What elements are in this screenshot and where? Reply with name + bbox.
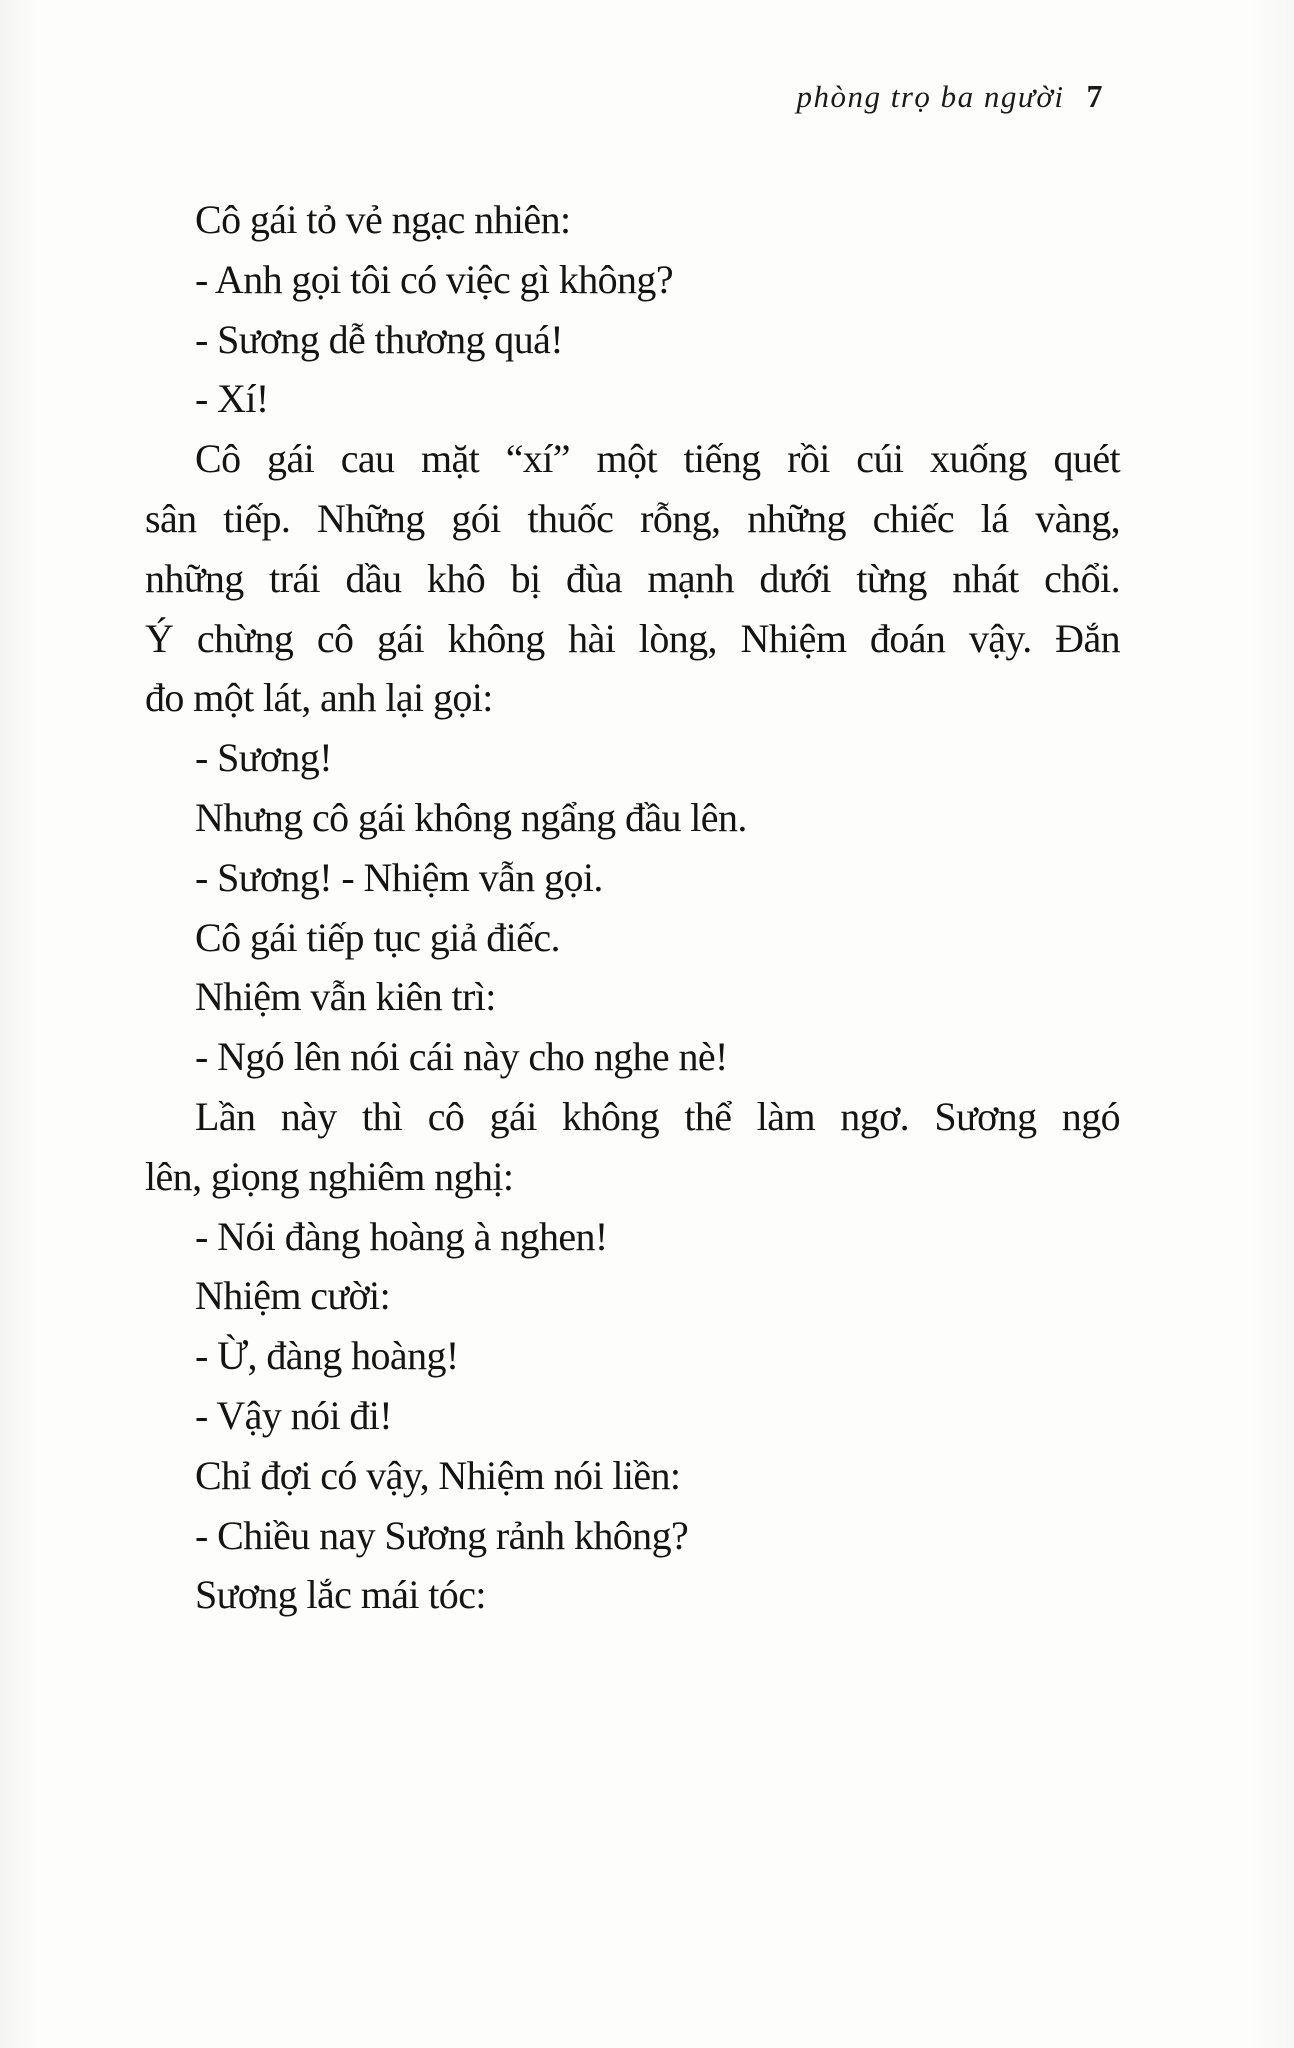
running-title: phòng trọ ba người	[796, 79, 1065, 114]
text-line: Ý chừng cô gái không hài lòng, Nhiệm đoán vậy. Đắn	[145, 615, 1120, 661]
running-header	[797, 78, 1105, 115]
text-line: Nhiệm vẫn kiên trì:	[195, 974, 496, 1020]
text-line: Chỉ đợi có vậy, Nhiệm nói liền:	[195, 1452, 681, 1498]
text-line: Nhưng cô gái không ngẩng đầu lên.	[195, 794, 747, 840]
text-line: - Vậy nói đi!	[195, 1392, 392, 1438]
text-line: Cô gái tiếp tục giả điếc.	[195, 914, 560, 960]
text-line: đo một lát, anh lại gọi:	[145, 675, 493, 721]
text-line: - Nói đàng hoàng à nghen!	[195, 1213, 608, 1259]
text-line: Cô gái cau mặt “xí” một tiếng rồi cúi xuống quét	[195, 436, 1120, 482]
text-line: - Ngó lên nói cái này cho nghe nè!	[195, 1034, 728, 1080]
text-line: - Sương dễ thương quá!	[195, 316, 563, 362]
text-line: lên, giọng nghiêm nghị:	[145, 1153, 514, 1199]
text-line: những trái dầu khô bị đùa mạnh dưới từng nhát chổi.	[145, 555, 1120, 601]
text-line: Nhiệm cười:	[195, 1273, 391, 1319]
text-line: Lần này thì cô gái không thể làm ngơ. Sương ngó	[195, 1093, 1120, 1139]
text-line: - Sương!	[195, 735, 332, 781]
text-line: Cô gái tỏ vẻ ngạc nhiên:	[195, 197, 571, 242]
text-line: - Xí!	[195, 376, 269, 422]
text-line: - Sương! - Nhiệm vẫn gọi.	[195, 854, 603, 900]
text-line: Sương lắc mái tóc:	[195, 1572, 486, 1618]
body-text	[145, 190, 1120, 1625]
text-line: - Anh gọi tôi có việc gì không?	[195, 256, 673, 302]
text-line: sân tiếp. Những gói thuốc rỗng, những chiếc lá vàng,	[145, 495, 1120, 541]
text-line: - Chiều nay Sương rảnh không?	[195, 1512, 689, 1558]
page-number: 7	[1086, 78, 1104, 114]
text-line: - Ừ, đàng hoàng!	[195, 1333, 459, 1379]
